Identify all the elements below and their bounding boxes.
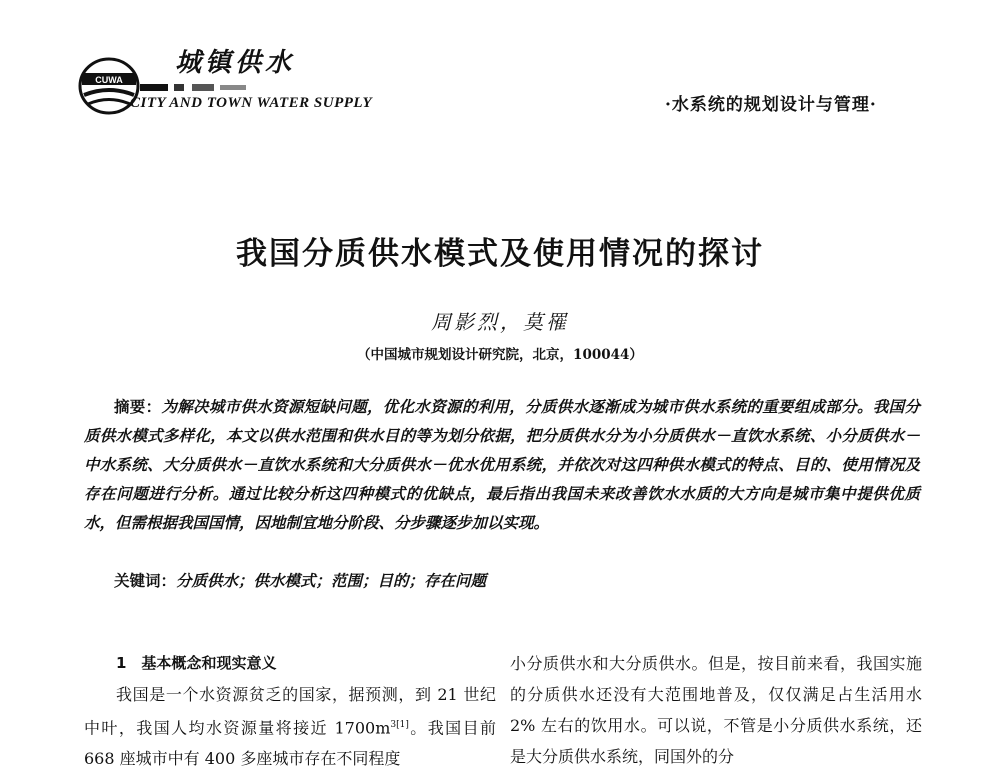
citation-superscript: 3[1]: [390, 720, 409, 730]
keywords-text: 分质供水；供水模式；范围；目的；存在问题: [176, 571, 487, 590]
section-heading: 1 基本概念和现实意义: [116, 654, 277, 672]
section-tag: ·水系统的规划设计与管理·: [665, 95, 877, 115]
body-paragraph-continued: 小分质供水和大分质供水。但是，按目前来看，我国实施的分质供水还没有大范围地普及，仅仅满足占生活用水 2% 左右的饮用水。可以说，不管是小分质供水系统，还是大分质供水系统，同国外的分: [510, 654, 922, 766]
abstract-text: 为解决城市供水资源短缺问题，优化水资源的利用，分质供水逐渐成为城市供水系统的重要组成部分。我国分质供水模式多样化，本文以供水范围和供水目的等为划分依据，把分质供水分为小分质供水－直饮水系统、小分质供水－中水系统、大分质供水－直饮水系统和大分质供水－优水优用系统，并依次对这四种供水模式的特点、目的、使用情况及存在问题进行分析。通过比较分析这四种模式的优缺点，最后指出我国未来改善饮水水质的大方向是城市集中提供优质水，但需根据我国国情，因地制宜地分阶段、分步骤逐步加以实现。: [84, 397, 920, 532]
journal-name-en: CITY AND TOWN WATER SUPPLY: [130, 95, 373, 111]
abstract-label: 摘要：: [114, 397, 162, 416]
paragraph-text-b: 。我国目前 668 座城市中有 400 多座城市存在不同程度: [84, 718, 496, 769]
abstract: [84, 392, 920, 537]
logo-stripe-decoration: [140, 82, 250, 92]
keywords-label: 关键词：: [114, 571, 177, 590]
body-column-right: [510, 648, 922, 772]
keywords: [114, 569, 486, 591]
author-affiliation: （中国城市规划设计研究院，北京，100044）: [357, 347, 643, 363]
paper-authors: 周影烈，莫罹: [431, 310, 569, 334]
body-column-left: [84, 648, 496, 774]
logo-text: CUWA: [95, 75, 123, 85]
paper-title: 我国分质供水模式及使用情况的探讨: [236, 236, 764, 272]
journal-name-cn: 城镇供水: [175, 48, 296, 78]
journal-header: [0, 0, 1000, 130]
paragraph-text-a: 我国是一个水资源贫乏的国家，据预测，到 21 世纪中叶，我国人均水资源量将接近 1700m: [84, 685, 496, 738]
